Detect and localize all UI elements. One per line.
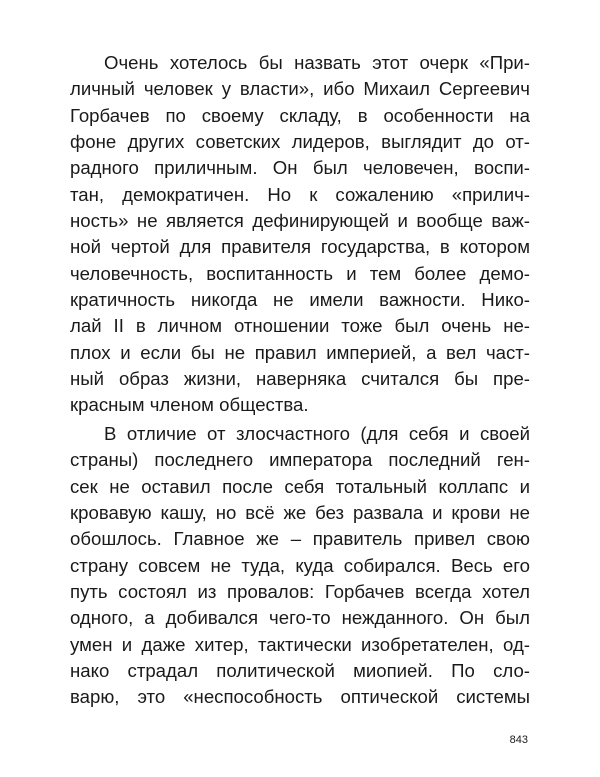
text-line: Очень хотелось бы назвать этот очерк «При- — [104, 52, 530, 73]
text-line: В отличие от злосчастного (для себя и своей — [104, 423, 530, 444]
text-line: ный образ жизни, наверняка считался бы пре- — [70, 368, 530, 389]
text-line: кратичность никогда не имели важности. Нико- — [70, 289, 530, 310]
text-line: кровавую кашу, но всё же без развала и крови не — [70, 502, 530, 523]
text-line: ность» не является дефинирующей и вообще важ- — [70, 210, 530, 231]
text-line: одного, а добивался чего-то нежданного. Он был — [70, 607, 530, 628]
text-line: фоне других советских лидеров, выглядит до от- — [70, 131, 530, 152]
text-line: личный человек у власти», ибо Михаил Сергеевич — [70, 78, 530, 99]
text-line: человечность, воспитанность и тем более демо- — [70, 263, 530, 284]
text-line: ной чертой для правителя государства, в котором — [70, 236, 530, 257]
text-line: варю, это «неспособность оптической системы — [70, 686, 530, 707]
text-line: страны) последнего императора последний ген- — [70, 449, 530, 470]
text-line: лай II в личном отношении тоже был очень не- — [70, 315, 530, 336]
text-line: умен и даже хитер, тактически изобретателен, од- — [70, 634, 530, 655]
text-line: обошлось. Главное же – правитель привел свою — [70, 528, 530, 549]
text-line: красным членом общества. — [70, 394, 309, 415]
text-line: тан, демократичен. Но к сожалению «прилич- — [70, 184, 530, 205]
text-line: сек не оставил после себя тотальный коллапс и — [70, 476, 530, 497]
page-number: 843 — [509, 734, 528, 746]
text-line: путь состоял из провалов: Горбачев всегда хотел — [70, 581, 530, 602]
text-line: радного приличным. Он был человечен, воспи- — [70, 157, 530, 178]
text-line: страну совсем не туда, куда собирался. Весь его — [70, 555, 530, 576]
text-line: плох и если бы не правил империей, а вел част- — [70, 342, 530, 363]
text-line: Горбачев по своему складу, в особенности на — [70, 105, 530, 126]
text-line: нако страдал политической миопией. По сло- — [70, 660, 530, 681]
